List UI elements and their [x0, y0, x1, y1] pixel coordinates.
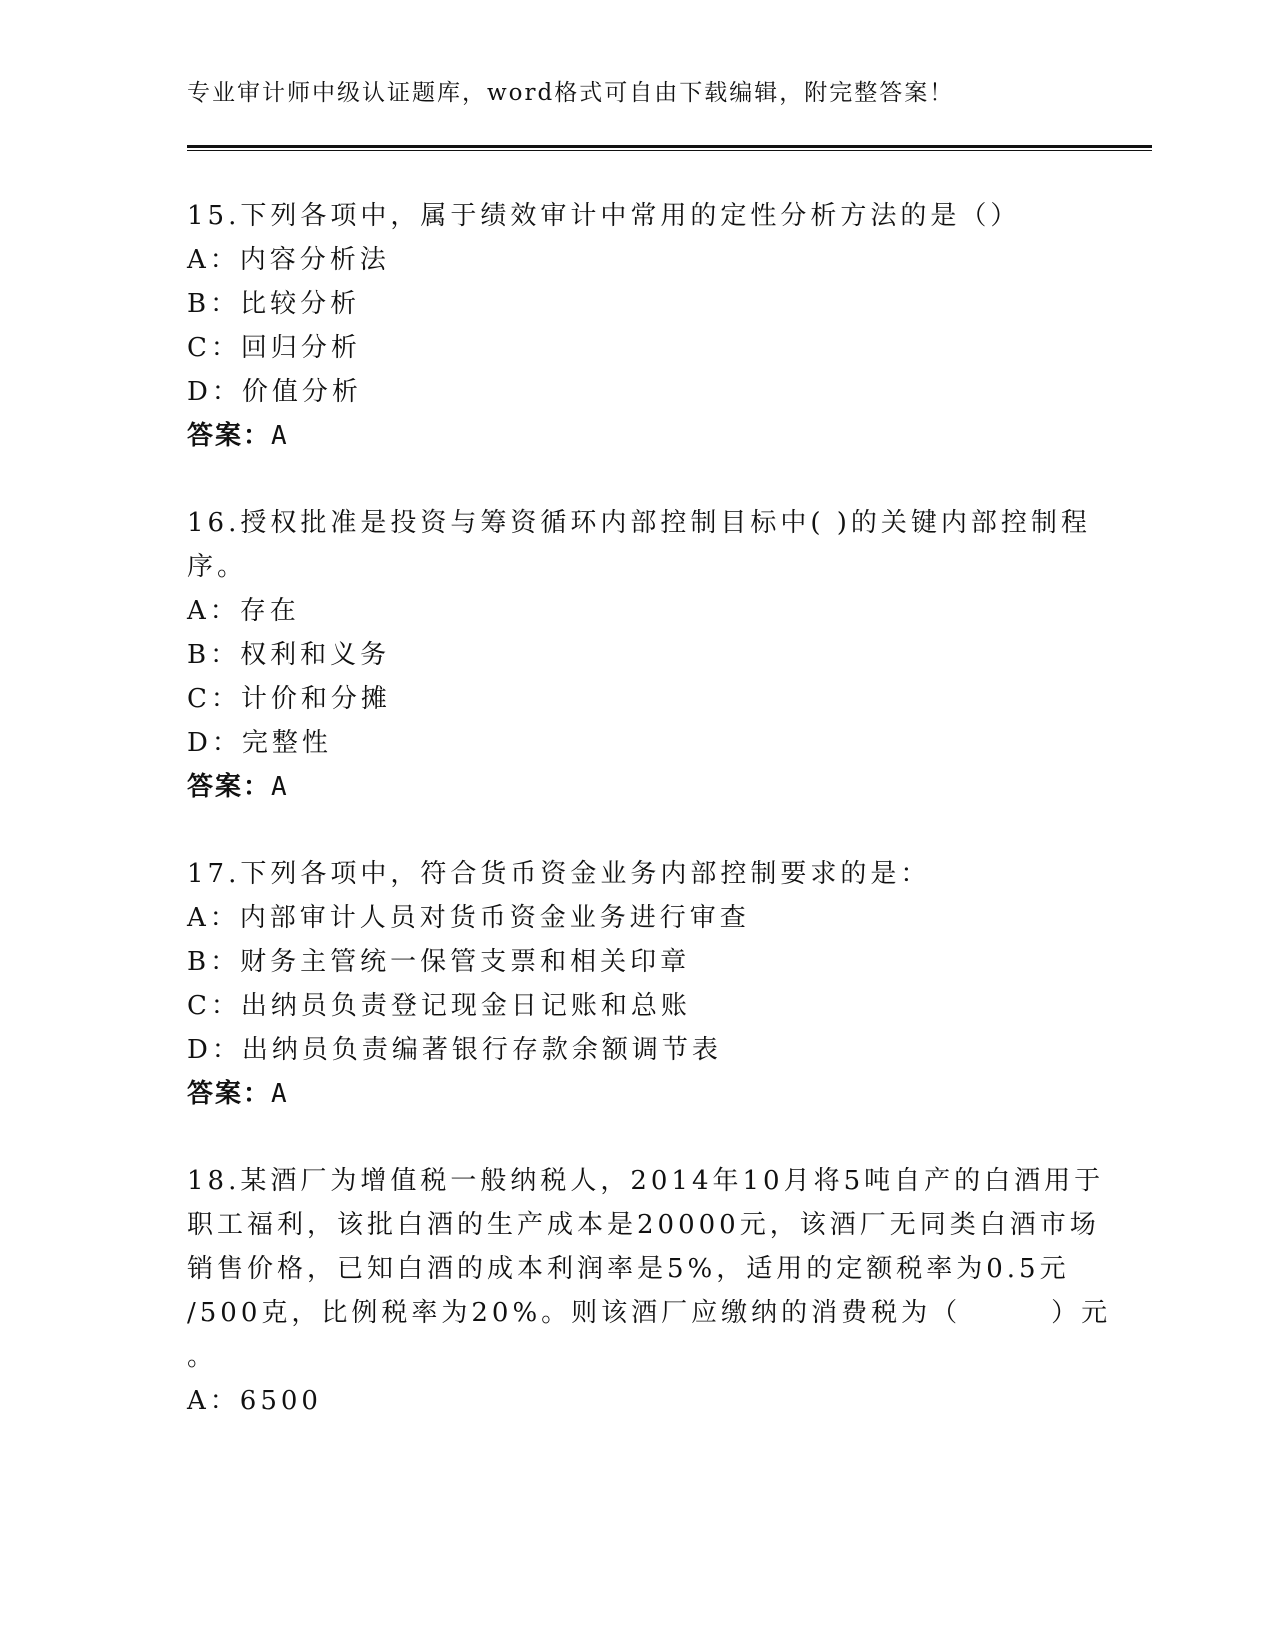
question-stem: 18.某酒厂为增值税一般纳税人，2014年10月将5吨自产的白酒用于: [187, 1166, 1105, 1196]
option-b: B：比较分析: [187, 289, 361, 319]
option-c: C：出纳员负责登记现金日记账和总账: [187, 991, 691, 1021]
answer-label: 答案：: [187, 772, 272, 802]
option-d: D：价值分析: [187, 377, 362, 407]
option-b: B：权利和义务: [187, 640, 391, 670]
option-a: A：内部审计人员对货币资金业务进行审查: [187, 903, 750, 933]
option-a: A：6500: [187, 1386, 322, 1416]
option-b: B：财务主管统一保管支票和相关印章: [187, 947, 691, 977]
question-stem: 17.下列各项中，符合货币资金业务内部控制要求的是：: [187, 859, 931, 889]
question-stem-continued: 销售价格，已知白酒的成本利润率是5%，适用的定额税率为0.5元: [187, 1254, 1070, 1284]
option-c: C：计价和分摊: [187, 684, 391, 714]
answer-label: 答案：: [187, 1079, 272, 1109]
answer-label: 答案：: [187, 421, 272, 451]
question-stem-continued: 。: [187, 1342, 218, 1372]
question-stem: 16.授权批准是投资与筹资循环内部控制目标中( )的关键内部控制程: [187, 508, 1091, 538]
question-stem-continued: /500克，比例税率为20%。则该酒厂应缴纳的消费税为（ ）元: [187, 1298, 1112, 1328]
question-stem-continued: 职工福利，该批白酒的生产成本是20000元，该酒厂无同类白酒市场: [187, 1210, 1100, 1240]
answer-line: [187, 1079, 289, 1109]
question-stem-continued: 序。: [187, 552, 248, 582]
option-d: D：出纳员负责编著银行存款余额调节表: [187, 1035, 722, 1065]
answer-value: A: [271, 421, 289, 451]
question-stem: 15.下列各项中，属于绩效审计中常用的定性分析方法的是（）: [187, 201, 1021, 231]
answer-line: [187, 421, 289, 451]
option-a: A：内容分析法: [187, 245, 390, 275]
answer-line: [187, 772, 289, 802]
option-a: A：存在: [187, 596, 300, 626]
answer-value: A: [271, 1079, 289, 1109]
option-c: C：回归分析: [187, 333, 361, 363]
answer-value: A: [271, 772, 289, 802]
header-divider-thick: [187, 145, 1152, 148]
option-d: D：完整性: [187, 728, 332, 758]
header-divider-thin: [187, 150, 1152, 151]
page-header: 专业审计师中级认证题库，word格式可自由下载编辑，附完整答案！: [187, 80, 955, 106]
